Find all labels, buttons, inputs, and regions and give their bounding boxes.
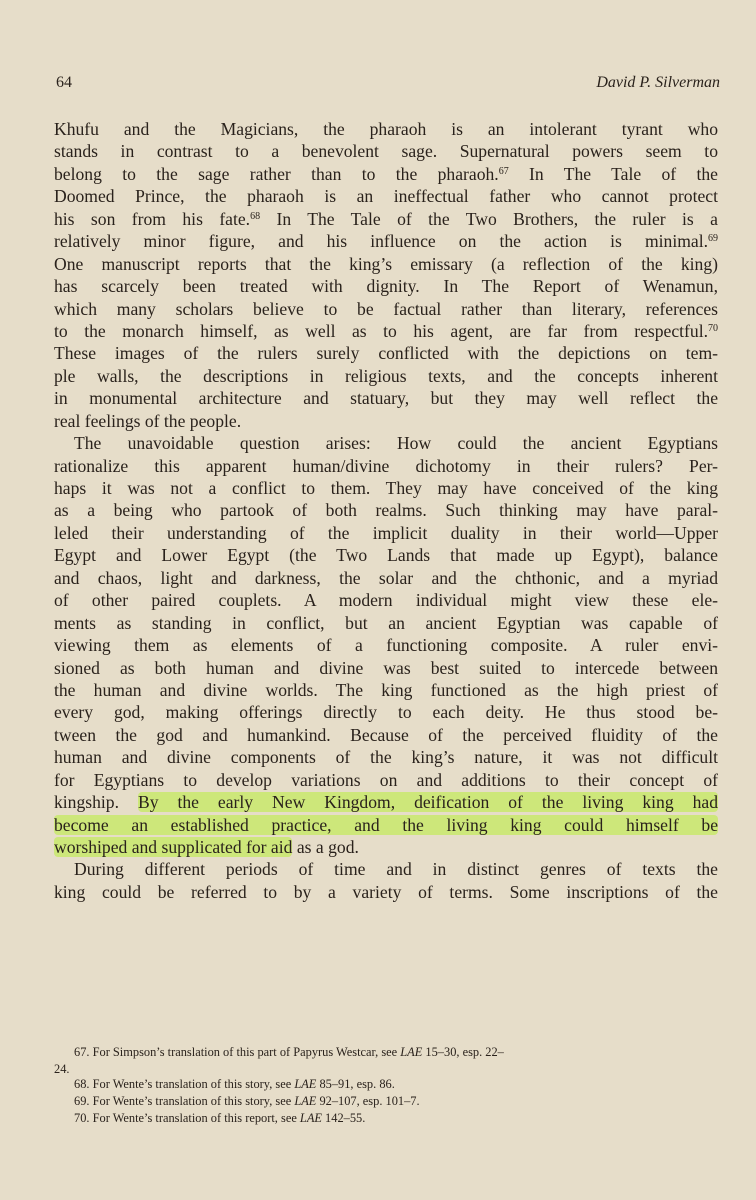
- highlighted-text[interactable]: become an established practice, and the living king could himself be: [54, 814, 718, 835]
- footnote-70: 70. For Wente’s translation of this report, see LAE 142–55.: [74, 1111, 366, 1125]
- text-line: relatively minor figure, and his influence on the action is minimal.$^{69}$: [54, 231, 718, 252]
- text-line: belong to the sage rather than to the pharaoh.$^{67}$ In The Tale of the: [54, 163, 718, 184]
- text-line: in monumental architecture and statuary, but they may well reflect the: [54, 388, 718, 409]
- text-line: and chaos, light and darkness, the solar and the chthonic, and a myriad: [54, 567, 718, 588]
- text-line: sioned as both human and divine was best suited to intercede between: [54, 657, 718, 678]
- text-line: [54, 814, 718, 836]
- text-line: his son from his fate.$^{68}$ In The Tale of the Two Brothers, the ruler is a: [54, 208, 718, 229]
- text-line: every god, making offerings directly to each deity. He thus stood be-: [54, 702, 718, 723]
- text-line: to the monarch himself, as well as to his agent, are far from respectful.$^{70}$: [54, 320, 718, 341]
- footnote-number: 69.: [74, 1094, 90, 1108]
- footnote-ref-67[interactable]: 67: [498, 165, 509, 177]
- text-line: king could be referred to by a variety of terms. Some inscriptions of the: [54, 881, 718, 902]
- footnote-number: 68.: [74, 1077, 90, 1091]
- footnote-67: 67. For Simpson’s translation of this part of Papyrus Westcar, see LAE 15–30, esp. 22– 24.: [54, 1045, 504, 1076]
- text-line: rationalize this apparent human/divine dichotomy in their rulers? Per-: [54, 455, 718, 476]
- abbreviation: LAE: [299, 1111, 322, 1125]
- text-line: which many scholars believe to be factual rather than literary, references: [54, 298, 718, 319]
- text-line: real feelings of the people.: [54, 410, 242, 431]
- text-line: has scarcely been treated with dignity. In The Report of Wenamun,: [54, 276, 718, 297]
- footnote-number: 70.: [74, 1111, 90, 1125]
- text-line: These images of the rulers surely conflicted with the depictions on tem-: [54, 343, 718, 364]
- text-line: of other paired couplets. A modern individual might view these ele-: [54, 590, 718, 611]
- body-text: [54, 118, 718, 903]
- text-line: worshiped and supplicated for aid as a god.: [54, 837, 359, 857]
- text-line: stands in contrast to a benevolent sage. Supernatural powers seem to: [54, 141, 718, 162]
- abbreviation: LAE: [294, 1094, 317, 1108]
- text-line: ments as standing in conflict, but an ancient Egyptian was capable of: [54, 612, 718, 633]
- highlighted-text[interactable]: worshiped and supplicated for aid: [54, 837, 293, 857]
- text-line: One manuscript reports that the king’s emissary (a reflection of the king): [54, 253, 718, 274]
- highlighted-text[interactable]: By the early New Kingdom, deification of the living king had: [137, 792, 718, 813]
- text-line: the human and divine worlds. The king functioned as the high priest of: [54, 679, 718, 700]
- text-line: During different periods of time and in distinct genres of texts the: [74, 859, 718, 880]
- text-line: The unavoidable question arises: How could the ancient Egyptians: [74, 433, 718, 454]
- text-line: Khufu and the Magicians, the pharaoh is an intolerant tyrant who: [54, 119, 718, 139]
- running-header: [54, 74, 720, 98]
- footnote-ref-68[interactable]: 68: [250, 210, 261, 222]
- footnote-ref-69[interactable]: 69: [708, 233, 718, 245]
- text-line: for Egyptians to develop variations on and additions to their concept of: [54, 769, 718, 790]
- page-number: 64: [56, 74, 72, 91]
- text-line: viewing them as elements of a functioning composite. A ruler envi-: [54, 635, 718, 656]
- text-line: as a being who partook of both realms. Such thinking may have paral-: [54, 500, 718, 521]
- text-line: human and divine components of the king’s nature, it was not difficult: [54, 747, 718, 768]
- text-line: tween the god and humankind. Because of the perceived fluidity of the: [54, 724, 718, 745]
- text-line: ple walls, the descriptions in religious texts, and the concepts inherent: [54, 365, 718, 386]
- footnote-ref-70[interactable]: 70: [708, 322, 718, 334]
- text-line: kingship. By the early New Kingdom, deification of the living king had: [54, 792, 718, 813]
- text-line: haps it was not a conflict to them. They may have conceived of the king: [54, 478, 718, 498]
- footnote-number: 67.: [74, 1045, 90, 1059]
- text-line: leled their understanding of the implicit duality in their world—Upper: [54, 522, 718, 543]
- abbreviation: LAE: [400, 1045, 423, 1059]
- running-author: David P. Silverman: [596, 74, 720, 91]
- abbreviation: LAE: [294, 1077, 317, 1091]
- footnote-69: 69. For Wente’s translation of this story, see LAE 92–107, esp. 101–7.: [74, 1094, 420, 1108]
- footnote-68: 68. For Wente’s translation of this story, see LAE 85–91, esp. 86.: [74, 1077, 395, 1091]
- text-line: Doomed Prince, the pharaoh is an ineffectual father who cannot protect: [54, 186, 718, 207]
- text-line: Egypt and Lower Egypt (the Two Lands that made up Egypt), balance: [54, 545, 718, 566]
